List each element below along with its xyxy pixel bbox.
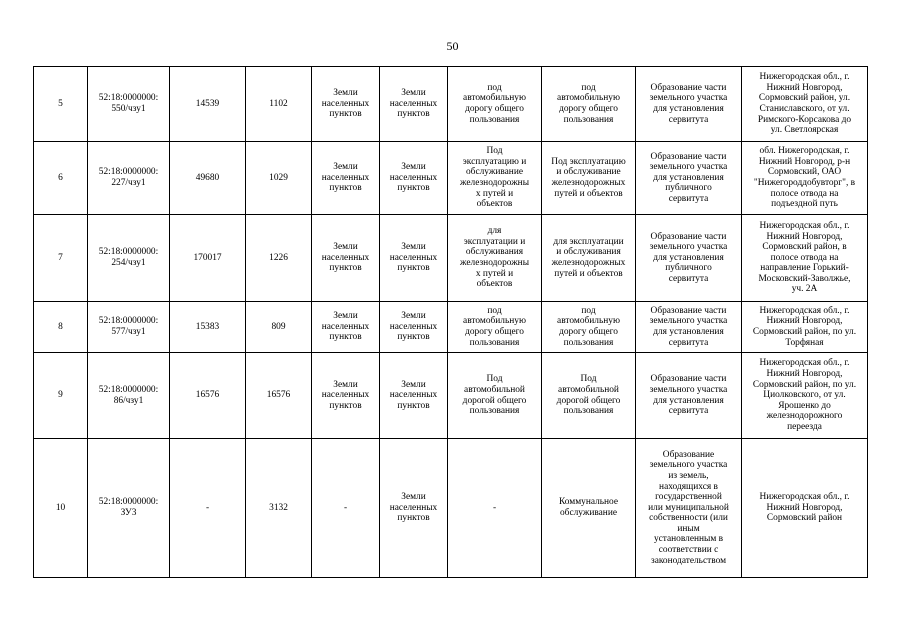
cell-line: путей и объектов <box>554 188 623 199</box>
cell-line: государственной <box>655 492 722 503</box>
land-category-new-cell <box>380 353 448 439</box>
cell-line: автомобильную <box>463 93 526 104</box>
cell-line: 52:18:0000000: <box>98 93 159 104</box>
permitted-use-new-cell <box>542 67 636 142</box>
cell-line: пользования <box>469 406 520 417</box>
cell-line: публичного <box>665 183 712 194</box>
cell-line: 49680 <box>195 172 220 183</box>
cell-line: и обслуживание <box>556 167 621 178</box>
cell-line: "Нижегороддобувторг", в <box>753 178 856 188</box>
cell-line: Земли <box>333 162 358 173</box>
cell-line: населенных <box>389 98 438 109</box>
cell-line: железнодорожны <box>460 258 529 268</box>
permitted-use-new-cell <box>542 302 636 353</box>
cell-line: 52:18:0000000: <box>98 497 159 508</box>
row-number-cell <box>34 302 88 353</box>
land-category-new-cell <box>380 439 448 578</box>
cell-line: населенных <box>321 252 370 263</box>
cell-line: Образование <box>662 449 715 460</box>
cell-line: сервитута <box>668 273 709 284</box>
table-row <box>34 302 868 353</box>
cadastral-number-cell <box>88 142 170 215</box>
cell-line: 1102 <box>269 98 288 109</box>
cell-line: земельного участка <box>649 384 728 395</box>
cadastral-number-cell <box>88 215 170 302</box>
cell-line: - <box>492 502 497 513</box>
cell-line: автомобильную <box>557 93 620 104</box>
purpose-cell <box>636 67 742 142</box>
cell-line: для установления <box>653 172 724 183</box>
cell-line: эксплуатации и <box>463 236 526 247</box>
cell-line: переезда <box>787 421 822 432</box>
cell-line: под <box>581 305 596 316</box>
address-cell <box>742 353 868 439</box>
area-part-cell <box>246 215 312 302</box>
cell-line: Земли <box>333 88 358 99</box>
cell-line: Земли <box>401 379 426 390</box>
area-part-cell <box>246 302 312 353</box>
cell-line: пользования <box>469 114 520 125</box>
purpose-cell <box>636 142 742 215</box>
cell-line: Сормовский район <box>766 513 843 524</box>
permitted-use-new-cell <box>542 353 636 439</box>
cell-line: автомобильную <box>463 316 526 327</box>
cell-line: 809 <box>271 321 286 332</box>
cell-line: Земли <box>401 492 426 503</box>
cell-line: пунктов <box>397 109 430 120</box>
cell-line: населенных <box>321 172 370 183</box>
land-category-new-cell <box>380 302 448 353</box>
cell-line: Нижегородская обл., г. <box>759 305 850 316</box>
row-number-cell <box>34 353 88 439</box>
cell-line: населенных <box>389 172 438 183</box>
area-value-cell <box>170 67 246 142</box>
address-cell <box>742 67 868 142</box>
cell-line: эксплуатацию и <box>462 156 527 167</box>
cell-line: из земель, <box>668 470 709 481</box>
permitted-use-cell <box>448 439 542 578</box>
cell-line: иным <box>677 523 700 534</box>
cell-line: сервитута <box>668 337 709 348</box>
cell-line: 16576 <box>195 390 220 401</box>
cell-line: 52:18:0000000: <box>98 316 159 327</box>
area-value-cell <box>170 215 246 302</box>
table-row <box>34 67 868 142</box>
land-category-new-cell <box>380 67 448 142</box>
cell-line: сервитута <box>668 406 709 417</box>
cell-line: Сормовский район, по ул. <box>752 327 857 337</box>
cell-line: для установления <box>653 327 724 337</box>
cell-line: дорогой общего <box>462 395 527 406</box>
cell-line: дорогу общего <box>559 104 618 114</box>
cell-line: объектов <box>476 279 513 290</box>
cadastral-number-cell <box>88 353 170 439</box>
cell-line: уч. 2А <box>791 284 818 295</box>
permitted-use-new-cell <box>542 142 636 215</box>
permitted-use-cell <box>448 215 542 302</box>
cell-line: автомобильную <box>557 316 620 327</box>
cell-line: сервитута <box>668 114 709 125</box>
area-value-cell <box>170 302 246 353</box>
cell-line: х путей и <box>475 268 514 279</box>
cell-line: соответствии с <box>658 545 719 556</box>
cell-line: 5 <box>58 98 63 109</box>
cell-line: Под эксплуатацию <box>551 156 626 167</box>
land-category-cell <box>312 353 380 439</box>
address-cell <box>742 302 868 353</box>
cell-line: - <box>205 502 210 513</box>
cell-line: железнодорожны <box>460 178 529 188</box>
cell-line: Нижний Новгород, <box>766 316 843 327</box>
permitted-use-cell <box>448 67 542 142</box>
cell-line: 86/чзу1 <box>113 395 144 406</box>
cell-line: собственности (или <box>649 513 728 524</box>
table-row <box>34 439 868 578</box>
cell-line: 14539 <box>195 98 220 109</box>
cell-line: дорогу общего <box>465 104 524 114</box>
cell-line: пунктов <box>397 263 430 274</box>
cell-line: Нижегородская обл., г. <box>759 492 850 503</box>
cell-line: 52:18:0000000: <box>98 384 159 395</box>
cell-line: 8 <box>58 321 63 332</box>
cell-line: пунктов <box>329 109 362 120</box>
land-category-cell <box>312 67 380 142</box>
cell-line: 3132 <box>269 502 288 513</box>
cell-line: 254/чзу1 <box>111 258 146 268</box>
cell-line: пунктов <box>329 332 362 343</box>
row-number-cell <box>34 439 88 578</box>
cell-line: дорогой общего <box>556 395 621 406</box>
cell-line: населенных <box>389 252 438 263</box>
cell-line: 9 <box>58 390 63 401</box>
cell-line: для установления <box>653 395 724 406</box>
cell-line: публичного <box>665 263 712 274</box>
cell-line: установленным в <box>653 534 724 545</box>
cell-line: Нижний Новгород, <box>766 231 843 242</box>
cell-line: земельного участка <box>649 242 728 253</box>
cell-line: земельного участка <box>649 460 728 471</box>
area-part-cell <box>246 142 312 215</box>
cell-line: пунктов <box>397 400 430 411</box>
cell-line: населенных <box>321 321 370 332</box>
cell-line: населенных <box>389 390 438 401</box>
cell-line: пунктов <box>329 263 362 274</box>
cell-line: Коммунальное <box>558 497 619 508</box>
cell-line: Сормовский, ОАО <box>767 167 842 178</box>
cell-line: Нижегородская обл., г. <box>759 220 850 231</box>
cell-line: земельного участка <box>649 93 728 104</box>
cell-line: Нижний Новгород, <box>766 369 843 380</box>
cell-line: населенных <box>389 321 438 332</box>
cell-line: земельного участка <box>649 162 728 173</box>
cell-line: Под <box>580 374 597 385</box>
cell-line: - <box>343 502 348 513</box>
cell-line: Римского-Корсакова до <box>757 114 852 125</box>
cell-line: обслуживание <box>465 167 523 178</box>
cell-line: земельного участка <box>649 316 728 327</box>
cell-line: подъездной путь <box>771 199 838 210</box>
cell-line: Образование части <box>650 82 727 93</box>
cell-line: 1029 <box>269 172 288 183</box>
purpose-cell <box>636 353 742 439</box>
cell-line: пользования <box>563 114 614 125</box>
cell-line: 10 <box>55 502 66 513</box>
cell-line: Циолковского, от ул. <box>763 390 846 401</box>
cell-line: Нижний Новгород, <box>766 82 843 93</box>
cell-line: 52:18:0000000: <box>98 167 159 178</box>
cell-line: 170017 <box>193 252 222 263</box>
cell-line: ЗУ3 <box>120 508 137 518</box>
cell-line: железнодорожных <box>551 178 626 188</box>
cell-line: ул. Светлоярская <box>770 125 839 136</box>
cell-line: обслуживание <box>559 508 617 518</box>
cell-line: населенных <box>321 390 370 401</box>
cell-line: под <box>487 82 502 93</box>
cell-line: 7 <box>58 252 63 263</box>
land-category-new-cell <box>380 142 448 215</box>
cell-line: Нижегородская обл., г. <box>759 72 850 83</box>
cell-line: железнодорожных <box>551 258 626 268</box>
cell-line: Земли <box>333 311 358 322</box>
cell-line: населенных <box>389 502 438 513</box>
cell-line: Земли <box>401 242 426 253</box>
address-cell <box>742 142 868 215</box>
cell-line: полосе отвода на <box>770 252 839 263</box>
cell-line: пунктов <box>329 400 362 411</box>
cell-line: под <box>487 305 502 316</box>
cell-line: законодательством <box>650 555 727 566</box>
cell-line: пользования <box>563 406 614 417</box>
cell-line: пунктов <box>329 183 362 194</box>
land-category-cell <box>312 215 380 302</box>
cell-line: для <box>487 226 502 237</box>
cell-line: Земли <box>333 242 358 253</box>
cell-line: Нижний Новгород, <box>766 502 843 513</box>
row-number-cell <box>34 215 88 302</box>
cell-line: Земли <box>401 162 426 173</box>
cell-line: находящихся в <box>659 481 718 492</box>
cell-line: 52:18:0000000: <box>98 247 159 258</box>
address-cell <box>742 439 868 578</box>
table-row <box>34 142 868 215</box>
area-value-cell <box>170 142 246 215</box>
cell-line: 6 <box>58 172 63 183</box>
cell-line: железнодорожного <box>766 411 843 422</box>
permitted-use-new-cell <box>542 439 636 578</box>
cell-line: направление Горький- <box>760 263 849 274</box>
table-row <box>34 215 868 302</box>
cell-line: полосе отвода на <box>770 188 839 199</box>
land-category-new-cell <box>380 215 448 302</box>
cell-line: сервитута <box>668 193 709 204</box>
cell-line: Московский-Заволжье, <box>758 273 851 284</box>
cell-line: 227/чзу1 <box>111 178 146 188</box>
cell-line: для установления <box>653 104 724 114</box>
cell-line: для установления <box>653 252 724 263</box>
cadastral-number-cell <box>88 439 170 578</box>
cell-line: 577/чзу1 <box>111 327 146 337</box>
permitted-use-cell <box>448 142 542 215</box>
cell-line: пунктов <box>397 513 430 524</box>
cell-line: Земли <box>333 379 358 390</box>
purpose-cell <box>636 215 742 302</box>
permitted-use-cell <box>448 302 542 353</box>
purpose-cell <box>636 439 742 578</box>
cell-line: Образование части <box>650 231 727 242</box>
cell-line: 550/чзу1 <box>111 104 146 114</box>
page-number: 50 <box>446 39 459 53</box>
cell-line: пользования <box>469 337 520 348</box>
cell-line: Сормовский район, в <box>762 242 847 253</box>
area-part-cell <box>246 439 312 578</box>
row-number-cell <box>34 67 88 142</box>
cell-line: Ярошенко до <box>778 400 831 411</box>
cell-line: х путей и <box>475 188 514 199</box>
cadastral-number-cell <box>88 67 170 142</box>
cell-line: пунктов <box>397 332 430 343</box>
cell-line: Сормовский район, ул. <box>758 93 851 104</box>
cell-line: Сормовский район, по ул. <box>752 379 857 390</box>
cell-line: и обслуживания <box>556 247 621 258</box>
purpose-cell <box>636 302 742 353</box>
address-cell <box>742 215 868 302</box>
permitted-use-cell <box>448 353 542 439</box>
cell-line: Под <box>486 146 503 157</box>
cell-line: Земли <box>401 88 426 99</box>
cell-line: Нижний Новгород, р-н <box>758 156 851 167</box>
cell-line: дорогу общего <box>465 327 524 337</box>
cell-line: Образование части <box>650 151 727 162</box>
cell-line: объектов <box>476 199 513 210</box>
land-category-cell <box>312 439 380 578</box>
cell-line: Образование части <box>650 305 727 316</box>
land-plots-table <box>33 66 868 578</box>
permitted-use-new-cell <box>542 215 636 302</box>
cell-line: 15383 <box>195 321 220 332</box>
cell-line: пунктов <box>397 183 430 194</box>
cell-line: населенных <box>321 98 370 109</box>
land-category-cell <box>312 302 380 353</box>
row-number-cell <box>34 142 88 215</box>
cell-line: Станиславского, от ул. <box>759 104 850 114</box>
cell-line: автомобильной <box>464 384 525 395</box>
cell-line: под <box>581 82 596 93</box>
cell-line: дорогу общего <box>559 327 618 337</box>
cell-line: Нижегородская обл., г. <box>759 358 850 369</box>
cell-line: для эксплуатации <box>553 236 624 247</box>
cell-line: или муниципальной <box>648 502 729 513</box>
cell-line: 16576 <box>266 390 291 401</box>
cell-line: Под <box>486 374 503 385</box>
area-part-cell <box>246 353 312 439</box>
area-part-cell <box>246 67 312 142</box>
cell-line: автомобильной <box>558 384 619 395</box>
land-category-cell <box>312 142 380 215</box>
cell-line: пользования <box>563 337 614 348</box>
cadastral-number-cell <box>88 302 170 353</box>
cell-line: Торфяная <box>785 337 824 348</box>
cell-line: путей и объектов <box>554 268 623 279</box>
area-value-cell <box>170 439 246 578</box>
cell-line: 1226 <box>269 252 288 263</box>
table-row <box>34 353 868 439</box>
cell-line: обслуживания <box>465 247 524 258</box>
cell-line: обл. Нижегородская, г. <box>759 146 850 157</box>
area-value-cell <box>170 353 246 439</box>
cell-line: Земли <box>401 311 426 322</box>
cell-line: Образование части <box>650 374 727 385</box>
